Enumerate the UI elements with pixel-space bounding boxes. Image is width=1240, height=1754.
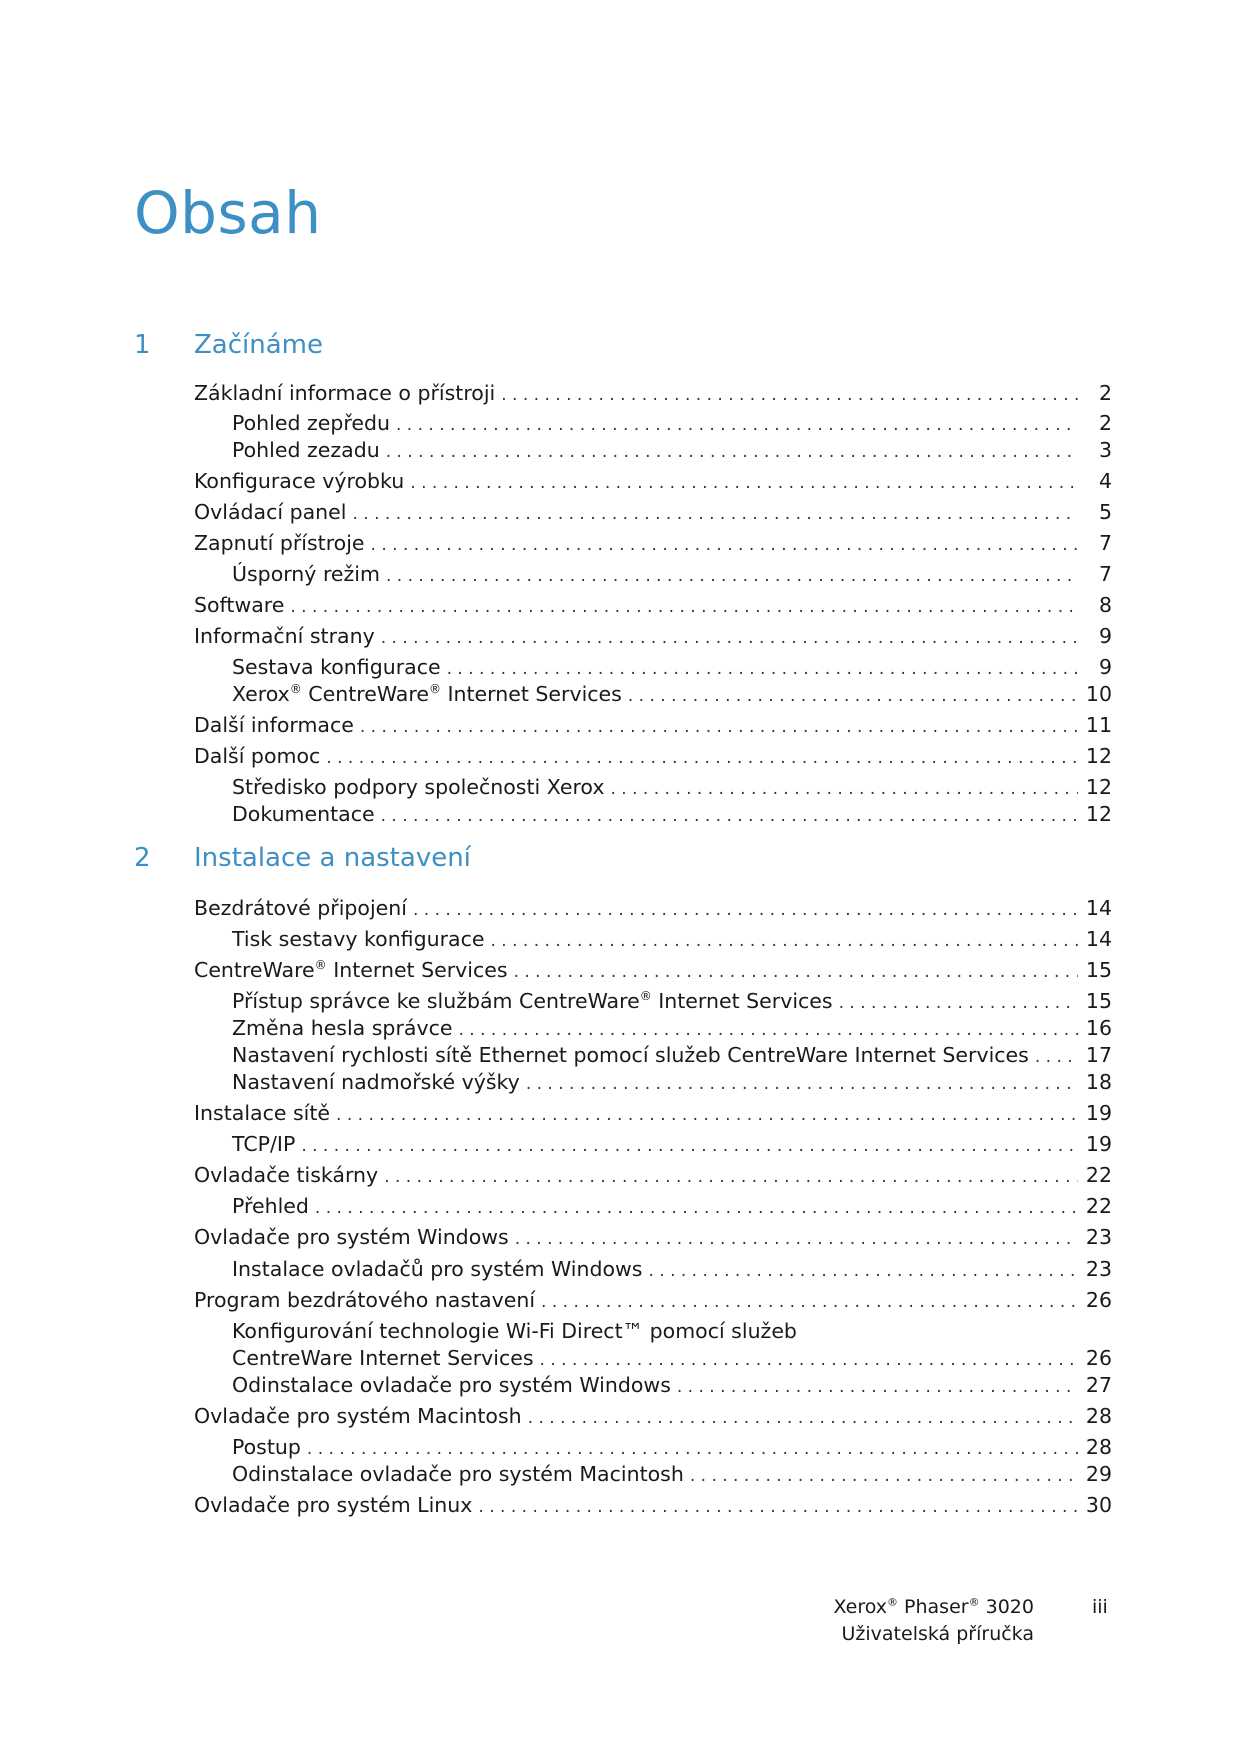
chapter-number: 2: [134, 843, 151, 873]
footer-brand: Xerox: [833, 1596, 887, 1618]
toc-entry-page: 7: [1098, 531, 1112, 555]
registered-mark: ®: [428, 682, 441, 697]
toc-entry[interactable]: [194, 1290, 1112, 1311]
dot-leader: [326, 750, 1078, 767]
toc-entry-label: Software: [194, 593, 285, 617]
dot-leader: [478, 1499, 1078, 1516]
toc-entry-page: 12: [1085, 775, 1112, 799]
label-part: CentreWare: [301, 682, 429, 706]
toc-entry[interactable]: [194, 595, 1112, 616]
toc-entry-label: Zapnutí přístroje: [194, 531, 365, 555]
toc-entry[interactable]: [194, 1227, 1112, 1248]
toc-entry-page: 7: [1098, 562, 1112, 586]
toc-entry-page: 16: [1085, 1016, 1112, 1040]
toc-entry[interactable]: [232, 657, 1112, 678]
registered-mark: ®: [314, 958, 327, 973]
toc-entry-label: Pohled zezadu: [232, 438, 380, 462]
registered-mark: ®: [289, 682, 302, 697]
toc-entry[interactable]: [194, 1495, 1112, 1516]
toc-entry[interactable]: [232, 1196, 1112, 1217]
toc-entry[interactable]: [194, 533, 1112, 554]
toc-entry[interactable]: [232, 1018, 1112, 1039]
toc-entry-label: Odinstalace ovladače pro systém Macintosh: [232, 1462, 684, 1486]
toc-entry-page: 9: [1098, 624, 1112, 648]
dot-leader: [515, 1231, 1078, 1248]
label-part: Přístup správce ke službám CentreWare: [232, 989, 640, 1013]
chapter-title: Začínáme: [194, 330, 323, 360]
dot-leader: [610, 781, 1078, 798]
dot-leader: [447, 661, 1078, 678]
chapter-2-heading[interactable]: [134, 843, 1114, 873]
toc-entry[interactable]: [232, 1437, 1112, 1458]
toc-entry-label: Středisko podpory společnosti Xerox: [232, 775, 605, 799]
dot-leader: [396, 417, 1078, 434]
toc-entry-page: 19: [1085, 1132, 1112, 1156]
page-title: Obsah: [134, 179, 322, 247]
toc-entry-page: 29: [1085, 1462, 1112, 1486]
toc-entry-page: 12: [1085, 744, 1112, 768]
dot-leader: [526, 1076, 1078, 1093]
toc-entry-page: 12: [1085, 802, 1112, 826]
toc-entry[interactable]: [232, 1375, 1112, 1396]
toc-entry-page: 8: [1098, 593, 1112, 617]
toc-entry-label: Změna hesla správce: [232, 1016, 453, 1040]
dot-leader: [839, 995, 1078, 1012]
toc-entry-label: CentreWare Internet Services: [232, 1346, 534, 1370]
dot-leader: [381, 630, 1078, 647]
dot-leader: [360, 719, 1078, 736]
toc-entry[interactable]: [194, 960, 1112, 981]
dot-leader: [410, 475, 1078, 492]
registered-mark: ®: [968, 1595, 980, 1609]
toc-entry-page: 19: [1085, 1101, 1112, 1125]
toc-entry-label: Informační strany: [194, 624, 375, 648]
toc-entry-page: 3: [1098, 438, 1112, 462]
chapter-number: 1: [134, 330, 151, 360]
toc-entry[interactable]: [232, 1259, 1112, 1280]
toc-entry-page: 26: [1085, 1288, 1112, 1312]
toc-entry-label: Postup: [232, 1435, 301, 1459]
toc-entry-page: 26: [1085, 1346, 1112, 1370]
toc-entry[interactable]: [232, 991, 1112, 1012]
toc-entry-page: 17: [1085, 1043, 1112, 1067]
dot-leader: [384, 1169, 1078, 1186]
toc-entry-page: 4: [1098, 469, 1112, 493]
toc-entry[interactable]: [194, 746, 1112, 767]
toc-entry-label: Ovladače tiskárny: [194, 1163, 379, 1187]
toc-entry-label: Úsporný režim: [232, 562, 380, 586]
toc-entry[interactable]: [232, 440, 1112, 461]
toc-entry-page: 27: [1085, 1373, 1112, 1397]
toc-entry-label: Konfigurace výrobku: [194, 469, 405, 493]
toc-entry[interactable]: [232, 1348, 1112, 1369]
toc-entry-label: [232, 684, 622, 705]
toc-entry-label: Základní informace o přístroji: [194, 381, 496, 405]
page-number: iii: [1092, 1596, 1108, 1618]
toc-entry-page: 9: [1098, 655, 1112, 679]
footer-product-name: [833, 1594, 1034, 1621]
toc-entry[interactable]: [194, 626, 1112, 647]
toc-entry-label: Tisk sestavy konfigurace: [232, 927, 485, 951]
dot-leader: [528, 1410, 1078, 1427]
dot-leader: [1035, 1049, 1078, 1066]
footer-model: 3020: [979, 1596, 1034, 1618]
dot-leader: [690, 1468, 1078, 1485]
toc-entry[interactable]: [194, 898, 1112, 919]
toc-entry[interactable]: [232, 929, 1112, 950]
dot-leader: [541, 1294, 1078, 1311]
toc-entry[interactable]: [194, 1406, 1112, 1427]
dot-leader: [490, 933, 1078, 950]
dot-leader: [381, 808, 1078, 825]
toc-entry-page: 23: [1085, 1257, 1112, 1281]
toc-entry[interactable]: [232, 804, 1112, 825]
toc-entry-label: Další informace: [194, 713, 354, 737]
toc-entry-label: Dokumentace: [232, 802, 375, 826]
toc-entry-label: Instalace sítě: [194, 1101, 331, 1125]
toc-entry[interactable]: [232, 1464, 1112, 1485]
footer-product-line: Phaser: [898, 1596, 969, 1618]
label-part: Internet Services: [326, 958, 508, 982]
toc-entry[interactable]: [232, 1072, 1112, 1093]
footer-product: [833, 1594, 1034, 1648]
toc-entry-page: 5: [1098, 500, 1112, 524]
label-part: Internet Services: [440, 682, 622, 706]
dot-leader: [386, 444, 1078, 461]
dot-leader: [413, 902, 1078, 919]
toc-entry-page: 15: [1085, 989, 1112, 1013]
toc-entry[interactable]: [232, 1045, 1112, 1066]
toc-entry-label: Přehled: [232, 1194, 309, 1218]
toc-entry-page: 22: [1085, 1163, 1112, 1187]
footer-subtitle: Uživatelská příručka: [841, 1623, 1034, 1645]
dot-leader: [458, 1022, 1078, 1039]
dot-leader: [514, 964, 1078, 981]
dot-leader: [307, 1441, 1078, 1458]
dot-leader: [371, 537, 1078, 554]
toc-entry-page: 14: [1085, 896, 1112, 920]
toc-entry[interactable]: [232, 684, 1112, 705]
label-part: CentreWare: [194, 958, 315, 982]
toc-entry-label: [194, 960, 508, 981]
dot-leader: [628, 688, 1078, 705]
toc-entry[interactable]: [194, 715, 1112, 736]
dot-leader: [386, 568, 1078, 585]
toc-entry-page: 2: [1098, 411, 1112, 435]
toc-entry-label: Sestava konfigurace: [232, 655, 441, 679]
toc-entry-label: TCP/IP: [232, 1132, 296, 1156]
toc-entry-page: 11: [1085, 713, 1112, 737]
dot-leader: [648, 1263, 1078, 1280]
toc-entry[interactable]: [194, 471, 1112, 492]
toc-entry-label-line1[interactable]: Konfigurování technologie Wi-Fi Direct™ pomocí služeb: [232, 1319, 797, 1343]
registered-mark: ®: [887, 1595, 898, 1609]
toc-entry-page: 14: [1085, 927, 1112, 951]
toc-entry[interactable]: [194, 1165, 1112, 1186]
toc-entry-label: Nastavení rychlosti sítě Ethernet pomocí služeb CentreWare Internet Services: [232, 1043, 1029, 1067]
chapter-1-heading[interactable]: [134, 330, 1114, 360]
registered-mark: ®: [639, 989, 652, 1004]
toc-entry-page: 28: [1085, 1404, 1112, 1428]
toc-entry-label: Ovladače pro systém Windows: [194, 1225, 509, 1249]
toc-entry-page: 30: [1085, 1493, 1112, 1517]
toc-entry-label: Instalace ovladačů pro systém Windows: [232, 1257, 643, 1281]
toc-entry[interactable]: [232, 564, 1112, 585]
dot-leader: [336, 1107, 1078, 1124]
toc-entry[interactable]: [232, 777, 1112, 798]
toc-entry[interactable]: [194, 1103, 1112, 1124]
toc-entry[interactable]: [194, 502, 1112, 523]
dot-leader: [315, 1200, 1078, 1217]
toc-entry-page: 18: [1085, 1070, 1112, 1094]
dot-leader: [540, 1352, 1078, 1369]
toc-entry-label: Nastavení nadmořské výšky: [232, 1070, 520, 1094]
toc-entry-label: Pohled zepředu: [232, 411, 390, 435]
toc-entry-label: Odinstalace ovladače pro systém Windows: [232, 1373, 671, 1397]
toc-entry-page: 10: [1085, 682, 1112, 706]
dot-leader: [301, 1138, 1078, 1155]
toc-entry-label: Ovladače pro systém Macintosh: [194, 1404, 522, 1428]
toc-entry-page: 15: [1085, 958, 1112, 982]
toc-entry-label: Bezdrátové připojení: [194, 896, 407, 920]
toc-entry[interactable]: [232, 413, 1112, 434]
toc-entry[interactable]: [232, 1134, 1112, 1155]
toc-entry-page: 28: [1085, 1435, 1112, 1459]
toc-entry-page: 2: [1098, 381, 1112, 405]
toc-entry-label: Program bezdrátového nastavení: [194, 1288, 536, 1312]
dot-leader: [677, 1379, 1078, 1396]
toc-entry-label: [232, 991, 833, 1012]
dot-leader: [352, 506, 1078, 523]
chapter-title: Instalace a nastavení: [194, 843, 471, 873]
dot-leader: [290, 599, 1078, 616]
toc-entry-label: Další pomoc: [194, 744, 321, 768]
toc-entry-label: Ovládací panel: [194, 500, 347, 524]
toc-entry-page: 23: [1085, 1225, 1112, 1249]
label-part: Internet Services: [651, 989, 833, 1013]
label-part: Xerox: [232, 682, 290, 706]
dot-leader: [501, 387, 1078, 404]
toc-entry[interactable]: [194, 383, 1112, 404]
toc-entry-label: Ovladače pro systém Linux: [194, 1493, 473, 1517]
toc-entry-page: 22: [1085, 1194, 1112, 1218]
